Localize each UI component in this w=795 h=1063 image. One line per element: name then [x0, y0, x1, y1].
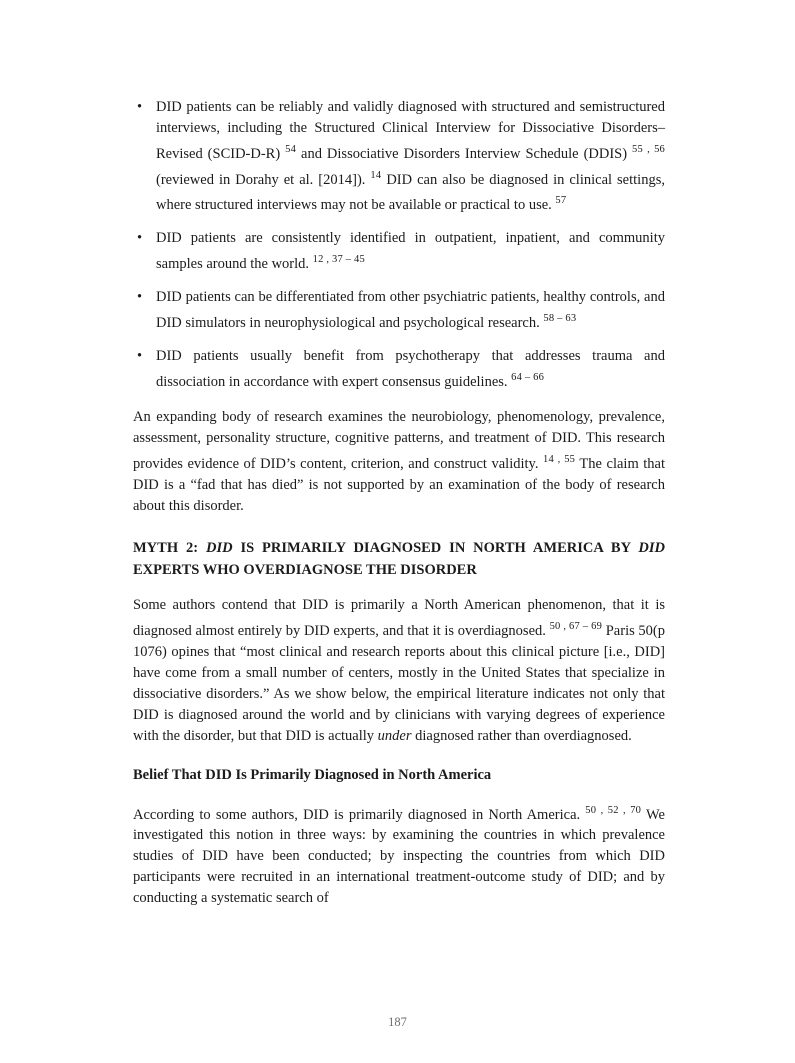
paragraph — [133, 800, 665, 910]
heading-italic-text: DID — [638, 539, 665, 556]
citation-ref: 54 — [285, 144, 297, 155]
paragraph-text: We investigated this notion in three ways: by examining the countries in which prevalence studies of DID have been conducted; by inspecting the countries from which DID participants were recruited in an international treatment-outcome study of DID; and by conducting a systematic search of — [133, 806, 665, 907]
page-number: 187 — [388, 1015, 407, 1029]
citation-ref: 58 – 63 — [543, 313, 577, 325]
paragraph-italic-text: under — [377, 727, 412, 744]
bullet-text — [156, 348, 665, 390]
citation-ref: 64 – 66 — [511, 372, 545, 384]
citation-ref: 57 — [555, 195, 567, 207]
paragraph-text: The claim that DID is a “fad that has died” is not supported by an examination of the body of research about this disorder. — [133, 455, 666, 514]
paragraph-text: An expanding body of research examines the neurobiology, phenomenology, prevalence, assessment, personality structure, cognitive patterns, and treatment of DID. This research provides evidence of DID’s content, criterion, and construct validity. — [133, 408, 665, 472]
heading — [133, 537, 665, 581]
bullet-text: DID patients can be differentiated from other psychiatric patients, healthy controls, and DID simulators in neurophysiological and psychological research. — [156, 289, 665, 332]
bullet-item — [133, 287, 665, 334]
bullet-item — [133, 228, 665, 275]
bullet-text — [156, 289, 665, 331]
bullet-text — [156, 99, 665, 213]
document-blocks — [133, 97, 665, 909]
paragraph — [133, 407, 665, 517]
paragraph-text: Some authors contend that DID is primarily a North American phenomenon, that it is diagnosed almost entirely by DID experts, and that it is overdiagnosed. — [133, 596, 665, 639]
paragraph-text: According to some authors, DID is primarily diagnosed in North America. — [133, 806, 586, 823]
bullet-item — [133, 346, 665, 393]
citation-ref: 50 , 67 – 69 — [549, 620, 603, 632]
subheading-text: Belief That DID Is Primarily Diagnosed in North America — [133, 766, 492, 783]
bullet-text: DID patients are consistently identified in outpatient, inpatient, and community samples around the world. — [156, 230, 665, 273]
citation-ref: 50 , 52 , 70 — [585, 804, 642, 816]
bullet-text: and Dissociative Disorders Interview Schedule (DDIS) — [296, 145, 633, 162]
bullet-marker-icon: • — [137, 289, 143, 306]
subheading — [133, 765, 665, 786]
bullet-item — [133, 97, 665, 216]
heading-text: MYTH 2: — [133, 539, 206, 556]
bullet-marker-icon: • — [137, 230, 143, 247]
bullet-text — [156, 230, 665, 272]
bullet-text: DID patients can be reliably and validly diagnosed with structured and semistructured interviews, including the Structured Clinical Interview for Dissociative Disorders–Revised (SCID-D-R) — [156, 99, 665, 162]
heading-text: IS PRIMARILY DIAGNOSED IN NORTH AMERICA BY — [232, 539, 639, 556]
paragraph-text: diagnosed rather than overdiagnosed. — [411, 727, 632, 744]
paragraph-text: Paris 50(p 1076) opines that “most clinical and research reports about this clinical picture [i.e., DID] have come from a small number of centers, mostly in the United States that specialize in dissociative disorders.” As we show below, the empirical literature indicates not only that DID is diagnosed around the world and by clinicians with varying degrees of experience with the disorder, but that DID is actually — [133, 622, 665, 744]
citation-ref: 55 , 56 — [632, 144, 665, 155]
bullet-text: (reviewed in Dorahy et al. [2014]). — [156, 171, 371, 188]
citation-ref: 12 , 37 – 45 — [312, 254, 365, 266]
citation-ref: 14 — [370, 169, 382, 181]
bullet-text: DID patients usually benefit from psychotherapy that addresses trauma and dissociation in accordance with expert consensus guidelines. — [156, 348, 665, 390]
bullet-marker-icon: • — [137, 99, 143, 115]
bullet-marker-icon: • — [137, 348, 143, 365]
bullet-text: DID can also be diagnosed in clinical settings, where structured interviews may not be available or practical to use. — [156, 171, 665, 214]
heading-italic-text: DID — [205, 539, 233, 556]
paragraph — [133, 595, 665, 747]
heading-text: EXPERTS WHO OVERDIAGNOSE THE DISORDER — [133, 561, 477, 578]
citation-ref: 14 , 55 — [543, 453, 576, 465]
